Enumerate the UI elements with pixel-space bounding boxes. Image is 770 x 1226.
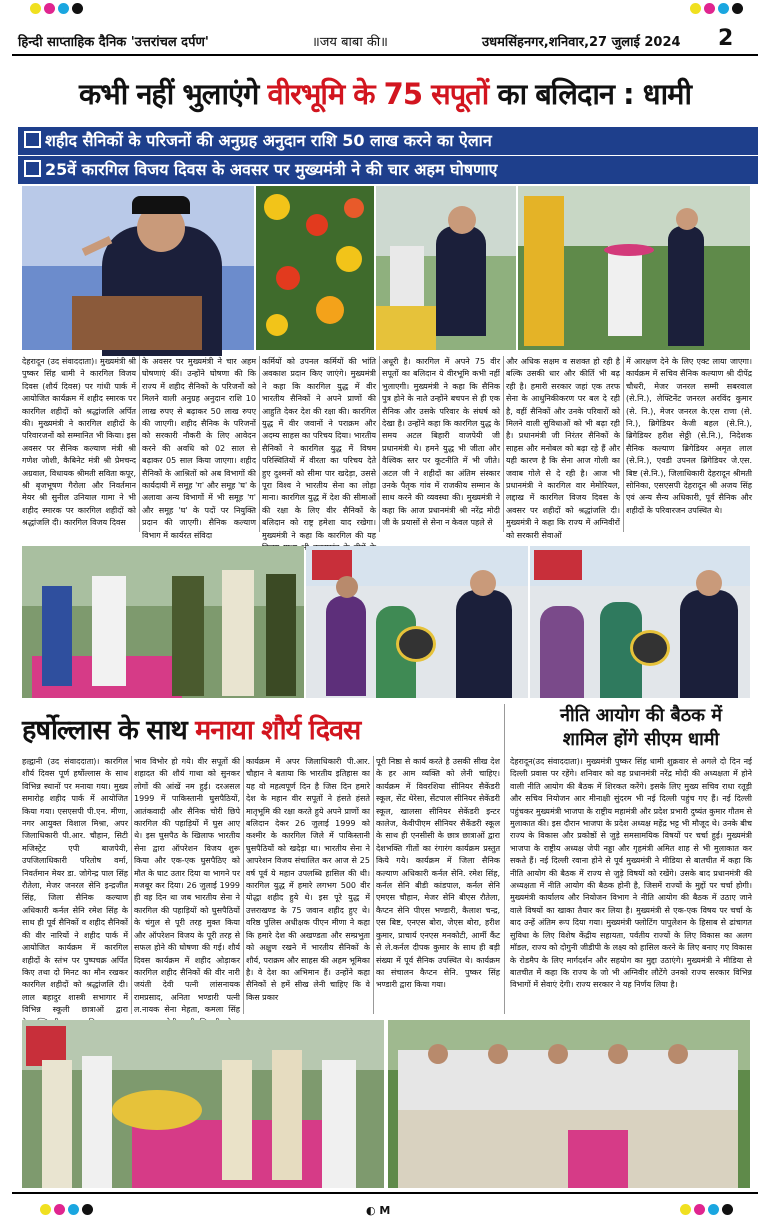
column-divider — [623, 356, 624, 532]
story3-headline-line-1: नीति आयोग की बैठक में — [559, 705, 723, 726]
footer-registration-marks-left — [40, 1204, 93, 1215]
story3-text: देहरादून(उद संवाददाता)। मुख्यमंत्री पुष्कर सिंह धामी शुक्रवार से अगले दो दिन नई दिल्ली प्रवास पर रहेंगे। शनिवार को वह प्रधानमंत्री नरेंद्र मोदी की अध्यक्षता में होने वाली नीति आयोग की बैठक में शिरकत करेंगे। इसके लिए मुख्य सचिव राधा रतूड़ी और सचिव नियोजन आर मीनाक्षी सुंदरम भी नई दिल्ली पहुंच गए हैं। नई दिल्ली पहुंचकर मुख्यमंत्री भाजपा के राष्ट्रीय महामंत्री और प्रदेश प्रभारी दुष्यंत कुमार गौतम से मुलाकात की। इस दौरान भाजपा के प्रदेश अध्यक्ष महेंद्र भट्ट भी मौजूद थे। उनके बीच राज्य के विकास और प्रकोष्ठों से जुड़े समसामयिक विषयों पर चर्चा हुई। मुख्यमंत्री भाजपा के राष्ट्रीय अध्यक्ष जेपी नड्डा और गृहमंत्री अमित शाह से भी मुलाकात कर सकते हैं। नई दिल्ली रवाना होने से पूर्व मुख्यमंत्री ने मीडिया से बातचीत में कहा कि नीति आयोग की बैठक में राज्य से जुड़े विषयों को रखेंगे। उसके बाद प्रधानमंत्री की अध्यक्षता में नीति आयोग की बैठक होनी है, जिसमें राज्यों के मुद्दों पर चर्चा होगी। मुख्यमंत्री कार्यालय और नियोजन विभाग ने नीति आयोग की बैठक में उठाए जाने वाले विषयों का खाका तैयार कर लिया है। मुख्यमंत्री से एक-एक विषय पर चर्चा के बाद उन्हें अंतिम रूप दिया गया। मुख्यमंत्री फ्लोटिंग पापुलेशन के हिसाब से ढांचागत सुविधा के लिए विशेष केंद्रीय सहायता, पर्वतीय राज्यों के लिए विकास का अलग मॉडल, राज्य को दोगुनी जीडीपी के लक्ष्य को हासिल करने के लिए बनाए गए विकास के रोडमैप के लिए मार्गदर्शन और सहयोग का मुद्दा उठाएंगे। मुख्यमंत्री ने मीडिया से बातचीत में कहा कि राज्य के जो भी अग्निवीर लौटेंगे उनको राज्य सरकार विभिन्न विभागों में सेवाएं देगी। राज्य सरकार ने यह निर्णय लिया है। — [510, 757, 752, 990]
lead-banner-1 — [18, 127, 758, 155]
masthead-motto: ॥जय बाबा की॥ — [312, 35, 388, 50]
photo-veterans-group — [388, 1020, 750, 1188]
story2-text-col-1: हल्द्वानी (उद संवाददाता)। कारगिल शौर्य दिवस पूर्ण हर्षोल्लास के साथ विभिन्न स्थानों पर मनाया गया। मुख्य समारोह शहीद पार्क में आयोजित किया गया। एसएसपी पी.एन. मीणा, नगर आयुक्त विशाल मिश्रा, अपर जिलाधिकारी पी.आर. चौहान, सिटी मजिस्ट्रेट एपी बाजपेयी, उपजिलाधिकारी परितोष वर्मा, निवर्तमान मेयर डा. जोगेन्द्र पाल सिंह रौतेला, मेजर जनरल सेनि इन्द्रजीत सिंह, जिला सैनिक कल्याण अधिकारी कर्नल सेनि रमेश सिंह के साथ ही पूर्व सैनिकों व शहीद सैनिकों की वीर नारियों ने शहीद पार्क में आयोजित कार्यक्रम में कारगिल शहीदों के स्तंभ पर पुष्पचक्र अर्पित किए तथा दो मिनट का मौन रखकर कारगिल शहीदों को श्रद्धांजलि दी। लाल बहादुर शास्त्री सभागार में विभिन्न स्कूली छात्राओं द्वारा — [22, 757, 128, 1015]
checkbox-icon — [24, 131, 41, 148]
lead-text-col-5: और अधिक सक्षम व सशक्त हो रही है बल्कि उसकी धार और कीर्ति भी बढ़ रही है। हमारी सरकार जहां एक तरफ सेना के आधुनिकीकरण पर बल दे रही है, वहीं सैनिकों और उनके परिवारों को मिलने वाली सुविधाओं को भी बढ़ा रही है। प्रधानमंत्री जी निरंतर सैनिकों के साहस और मनोबल को बढ़ा रहे हैं और यही कारण है कि सेना आज गोली का जवाब गोले से दे रही है। आज भी प्रधानमंत्री ने कारगिल वार मेमोरियल, लद्दाख में कारगिल विजय दिवस के अवसर पर शहीदों को श्रद्धांजलि दी। मुख्यमंत्री ने कहा कि राज्य में अग्निवीरों को सरकारी सेवाओं — [506, 357, 620, 540]
column-divider — [131, 756, 132, 1014]
column-divider — [379, 356, 380, 532]
masthead — [12, 28, 758, 50]
masthead-date: उधमसिंहनगर,शनिवार,27 जुलाई 2024 — [482, 35, 681, 50]
footer-rule — [12, 1192, 758, 1194]
footer-center-mark: ◐ M — [366, 1204, 391, 1217]
column-divider — [139, 356, 140, 532]
story2-text-col-3: कार्यक्रम में अपर जिलाधिकारी पी.आर. चौहान ने बताया कि भारतीय इतिहास का यह वो महत्वपूर्ण दिन है जिस दिन हमारे देश के महान वीर सपूतों ने हंसते हंसते मातृभूमि की रक्षा करते हुये अपने प्राणों का बलिदान देकर 26 जुलाई 1999 को कश्मीर के कारगिल जिले में पाकिस्तानी घुसपैठियों को खदेड़ा था। भारतीय सेना ने आपरेशन विजय संचालित कर आज से 25 वर्ष पूर्व ये महान उपलब्धि हासिल की थी। कारगिल युद्ध में हमारे लगभग 500 वीर योद्धा शहीद हुये थे। इस पूरे युद्ध में उत्तराखण्ड के 75 जवान शहीद हुए थे। वरिष्ठ पुलिस अधीक्षक पीएन मीणा ने कहा कि हमारे देश की अखण्डता और सम्प्रभुता को अक्षुण रखने में भारतीय सैनिकों के शौर्य, पराक्रम और साहस की अहम भूमिका है। वे देश का अभिमान हैं। उन्होंने कहा सैनिकों से हमें सीख लेनी चाहिए कि वे किस प्रकार — [246, 757, 370, 1002]
lead-headline — [12, 74, 758, 113]
story2-text-col-4: पूरी निष्ठा से कार्य करते है उसकी सीख देश के हर आम व्यक्ति को लेनी चाहिए। कार्यक्रम में विवरशिया सीनियर सैकेंडरी स्कूल, सेंट थेरेसा, सेंटपाल सीनियर सेकेंडरी स्कूल, खालसा सीनियर सेकेंडरी इन्टर कालेज, केवीपीएम सीनियर सैकेंडरी स्कूल के साथ ही एनसीसी के छात्र छात्राओं द्वारा देशभक्ति गीतों का रंगारंग कार्यक्रम प्रस्तुत किये गये। कार्यक्रम में जिला सैनिक कल्याण अधिकारी कर्नल सेनि. रमेश सिंह, कर्नल सेनि बीडी कांडपाल, कर्नल सेनि एमएस चौहान, मेजर सेनि बीएस रौतेला, कैप्टन सेनि पीएस भण्डारी, कैलाश चन्द्र, एस बिष्ट, एनएस बोरा, जेएस बोरा, हरीश कुमार, प्राचार्य एनएस मनकोटी, आर्मी कैंट से ले.कर्नल दीपक कुमार के साथ ही बड़ी संख्या में पूर्व सैनिक उपस्थित थे। कार्यक्रम का संचालन कैप्टन सेनि. पुष्कर सिंह भण्डारी द्वारा किया गया। — [376, 757, 500, 990]
column-divider — [259, 356, 260, 532]
photo-felicitation-1 — [306, 546, 528, 698]
masthead-rule — [12, 54, 758, 56]
story2-headline-black: हर्षोल्लास के साथ — [22, 715, 187, 746]
lead-text-col-3: कर्मियों को उपनल कर्मियों की भांति अवकाश प्रदान किए जाएंगे। मुख्यमंत्री ने कहा कि कारगिल युद्ध में वीर भारतीय सैनिकों ने अपने प्राणों की आहुति देकर देश की रक्षा की। कारगिल युद्ध में वीर जवानों ने पराक्रम और अदम्य साहस का परिचय दिया। भारतीय सैनिकों ने कारगिल युद्ध में विषम परिस्थितियों में वीरता का परिचय देते हुए दुश्मनों को सीमा पार खदेड़ा, उससे पूरा विश्व ने भारतीय सेना का लोहा माना। कारगिल युद्ध में देश की सीमाओं की रक्षा के लिए वीर सैनिकों के बलिदान को राष्ट्र हमेशा याद रखेगा। मुख्यमंत्री ने कहा कि कारगिल की यह — [262, 357, 376, 540]
footer-registration-marks-right — [680, 1204, 733, 1215]
checkbox-icon — [24, 160, 41, 177]
photo-felicitation-2 — [530, 546, 750, 698]
photo-flowers — [256, 186, 374, 350]
lead-text-col-1: देहरादून (उद संवाददाता)। मुख्यमंत्री श्री पुष्कर सिंह धामी ने कारगिल विजय दिवस (शौर्य दिवस) पर गांधी पार्क में आयोजित कार्यक्रम में शहीद स्मारक पर कारगिल शहीदों को श्रद्धांजलि अर्पित की। मुख्यमंत्री ने कारगिल शहीदों के परिवारजनों को सम्मानित भी किया। इस अवसर पर सैनिक कल्याण मंत्री श्री गणेश जोशी, कैबिनेट मंत्री श्री प्रेमचन्द अग्रवाल, विधायक श्रीमती सविता कपूर, श्री बृजभूषण गैरोला और निवर्तमान मेयर श्री सुनील उनियाल गामा ने भी शहीद स्मारक पर कारगिल शहीदों को श्रद्धांजलि दी। कारगिल विजय दिवस — [22, 357, 136, 528]
lead-text-col-2: के अवसर पर मुख्यमंत्री ने चार अहम घोषणाएं कीं। उन्होंने घोषणा की कि राज्य में शहीद सैनिकों के परिजनों को मिलने वाली अनुग्रह अनुदान राशि 10 लाख रुपए से बढ़ाकर 50 लाख रुपए की जाएगी। शहीद सैनिक के परिजनों को सरकारी नौकरी के लिए आवेदन करने की अवधि को 02 साल से बढ़ाकर 05 साल किया जाएगा। शहीद सैनिकों के आश्रितों को अब विभागों की कार्यदायी में समूह 'ग' और समूह 'घ' के अलावा अन्य विभागों में भी समूह 'ग' और समूह 'घ' के पदों पर नियुक्ति प्रदान की जाएगी। सैनिक कल्याण विभाग में कार्यरत संविदा — [142, 357, 256, 540]
column-divider — [243, 756, 244, 1014]
photo-wreath-laying — [376, 186, 516, 350]
lead-headline-part-1: कभी नहीं भुलाएंगे — [79, 77, 259, 111]
registration-marks-right — [690, 3, 743, 14]
column-divider — [503, 356, 504, 532]
story2-text-col-2: भाव विभोर हो गये। वीर सपूतों की शहादत की शौर्य गाथा को सुनकर लोगों की आंखें नम हुई। दरअसल 1999 में पाकिस्तानी घुसपैठियों, आतंकवादी और सैनिक चोरी छिपे कारगिल की पहाड़ियों में घुस आए थे। इस घुसपैठ के खिलाफ भारतीय सेना द्वारा ऑपरेशन विजय शुरू किया और एक-एक घुसपैठिए को मौत के घाट उतार दिया या भागने पर मजबूर कर दिया। 26 जुलाई 1999 ही वह दिन था जब भारतीय सेना ने कारगिल की पहाड़ियों को घुसपैठियों के चंगुल से पूरी तरह मुक्त किया और ऑपरेशन विजय के पूरी तरह से सफल होने की घोषणा की गई। शौर्य दिवस कार्यक्रम में शहीद ओड़ाकर कारगिल शहीद सैनिकों की वीर नारी जयंती देवी पत्नी लांसनायक रामप्रसाद, अनिता भण्डारी पत्नी ल.नायक सेना मेहता, कमला सिंह — [134, 757, 240, 1015]
lead-banner-1-text: शहीद सैनिकों के परिजनों की अनुग्रह अनुदान राशि 50 लाख करने का ऐलान — [45, 131, 492, 150]
lead-text-col-6: में आरक्षण देने के लिए एक्ट लाया जाएगा। कार्यक्रम में सचिव सैनिक कल्याण श्री दीपेंद्र चौधरी, मेजर जनरल सम्मी सबरवाल (से.नि.), लेफ्टिनेंट जनरल अरविंद कुमार (से. नि.), मेजर जनरल के.एस राणा (से. नि.), ब्रिगेडियर केजी बहल (से.नि.), ब्रिगेडियर हरीश सेठ्ठी (से.नि.), निदेशक सैनिक कल्याण ब्रिगेडियर अमृत लाल (से.नि.), एवडी उपनल ब्रिगेडियर जे.एस. बिष्ट (से.नि.), जिलाधिकारी देहरादून श्रीमती सोनिका, एसएसपी देहरादून श्री अजय सिंह एवं अन्य सैन्य अधिकारी, पूर्व सैनिक और शहीदों के परिवारजन उपस्थित थे। — [626, 357, 752, 515]
photo-guard-of-honour — [22, 546, 304, 698]
registration-marks-left — [30, 3, 83, 14]
page-number: 2 — [718, 26, 734, 51]
masthead-paper-name: हिन्दी साप्ताहिक दैनिक 'उत्तरांचल दर्पण' — [18, 35, 209, 50]
story3-headline — [530, 704, 752, 752]
column-divider — [373, 756, 374, 1014]
lead-headline-red: वीरभूमि के 75 सपूतों — [267, 77, 489, 111]
lead-banner-2 — [18, 156, 758, 184]
story2-headline-red: मनाया शौर्य दिवस — [195, 715, 361, 746]
lead-headline-part-2: का बलिदान : धामी — [497, 77, 691, 111]
lead-banner-2-text: 25वें कारगिल विजय दिवस के अवसर पर मुख्यमंत्री ने की चार अहम घोषणाए — [45, 160, 498, 179]
photo-memorial — [518, 186, 750, 350]
photo-cm-speech — [22, 186, 254, 350]
story3-headline-line-2: शामिल होंगे सीएम धामी — [562, 729, 720, 750]
lead-text-col-4: अधूरी है। कारगिल में अपने 75 वीर सपूतों का बलिदान ये वीरभूमि कभी नहीं भुलाएगी। मुख्यमंत्री ने कहा कि सैनिक पुत्र होने के नाते उन्होंने बचपन से ही एक सैनिक और उसके परिवार के संघर्ष को देखा है। उन्होंने कहा कि कारगिल युद्ध के समय अटल बिहारी वाजपेयी जी प्रधानमंत्री थे। हमने युद्ध भी जीता और वैश्विक स्तर पर कूटनीति में भी जीते।अटल जी ने शहीदों का अंतिम संस्कार उनके पैतृक गांव में राजकीय सम्मान के साथ करने की व्यवस्था की। मुख्यमंत्री ने कहा कि आज प्रधानमंत्री श्री नरेंद्र मोदी जी के प्रयासों से सेना न केवल पहले से — [382, 357, 500, 528]
story2-headline — [22, 710, 360, 747]
column-divider — [504, 704, 505, 1014]
photo-veterans-wreath — [22, 1020, 384, 1188]
